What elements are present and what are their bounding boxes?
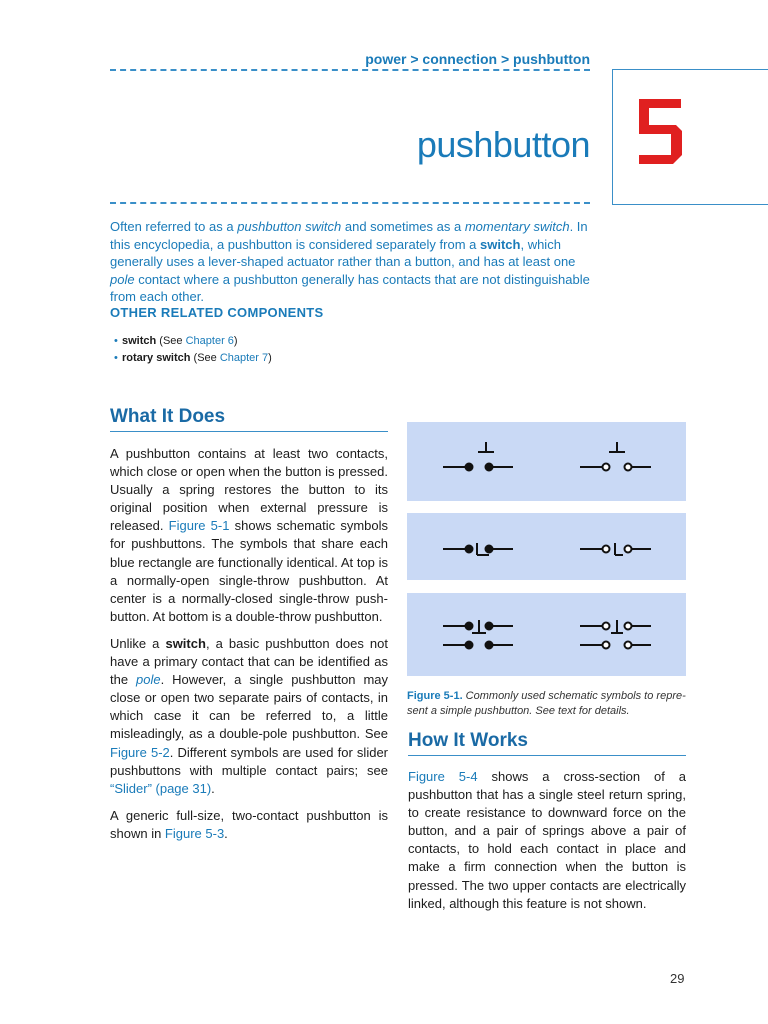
slider-page-link[interactable]: “Slider” (page 31) <box>110 780 212 796</box>
right-column-text <box>408 768 686 922</box>
related-item-switch: • switch (See Chapter 6) <box>114 333 272 350</box>
page-title: pushbutton <box>416 124 590 165</box>
chapter-number-5 <box>636 97 684 165</box>
figure-5-3-link[interactable]: Figure 5-3 <box>164 825 225 841</box>
figure-label: Figure 5-1. <box>407 690 463 702</box>
how-it-works-heading: How It Works <box>408 730 528 751</box>
related-item-rotary-switch: • rotary switch (See Chapter 7) <box>114 350 272 367</box>
double-throw-symbols <box>407 593 686 676</box>
chapter-7-link[interactable]: Chapter 7 <box>219 352 269 364</box>
what-it-does-heading: What It Does <box>110 406 226 427</box>
header-divider-bottom <box>110 202 590 204</box>
how-it-works-rule <box>408 755 686 756</box>
figure-panel-double-throw <box>407 593 686 676</box>
intro-paragraph: Often referred to as a pushbutton switch and sometimes as a momentary switch. In this encyclopedia, a pushbutton is considered separately from a switch, which generally uses a lever-shaped actuator rather than a button, and has at least one pole contact where a pushbutton generally has contacts that are not distinguishable from each other. <box>110 219 590 304</box>
chapter-6-link[interactable]: Chapter 6 <box>185 335 234 347</box>
what-it-does-rule <box>110 431 388 432</box>
figure-panel-normally-open <box>407 422 686 501</box>
figure-caption: Figure 5-1. Commonly used schematic symbols to represent a simple pushbutton. See text for details. <box>407 690 686 717</box>
related-list <box>114 333 272 367</box>
figure-5-4-link[interactable]: Figure 5-4 <box>408 769 478 784</box>
paragraph-2: Unlike a switch, a basic pushbutton does not have a primary contact that can be identified as the pole. However, a single pushbutton may close or open two separate pairs of contacts, in which case it can be referred to, a little misleadingly, as a double-pole pushbutton. See Figure 5-2. Different symbols are used for slider pushbuttons with multiple contact pairs; see “Slider” (page 31). <box>110 635 388 796</box>
how-it-works-paragraph: Figure 5-4 shows a cross-section of a pushbutton that has a single steel return spring, to create resistance to downward force on the button, and a pair of springs above a pair of contacts, to hold each contact in place and make a firm connection when the button is pressed. The two upper contacts are electrically linked, although this feature is not shown. <box>408 769 686 911</box>
related-heading: OTHER RELATED COMPONENTS <box>110 305 324 320</box>
header-divider-top <box>110 69 590 71</box>
left-column-text <box>110 445 388 852</box>
paragraph-1: A pushbutton contains at least two contacts, which close or open when the button is pressed. Usually a spring restores the button to its original position when external pressure is released. Figure 5-1 shows schematic symbols for pushbuttons. The symbols that share each blue rectangle are functionally identical. At top is a normally-open single-throw pushbutton. At center is a normally-closed single-throw pushbutton. At bottom is a double-throw pushbutton. <box>110 446 389 624</box>
figure-5-2-link[interactable]: Figure 5-2 <box>110 744 170 760</box>
normally-open-symbols <box>407 422 686 501</box>
figure-panel-normally-closed <box>407 513 686 580</box>
normally-closed-symbols <box>407 513 686 580</box>
paragraph-3: A generic full-size, two-contact pushbutton is shown in Figure 5-3. <box>110 807 388 841</box>
figure-5-1-link[interactable]: Figure 5-1 <box>168 518 230 534</box>
page-number: 29 <box>670 971 685 986</box>
breadcrumb: power > connection > pushbutton <box>365 51 590 67</box>
